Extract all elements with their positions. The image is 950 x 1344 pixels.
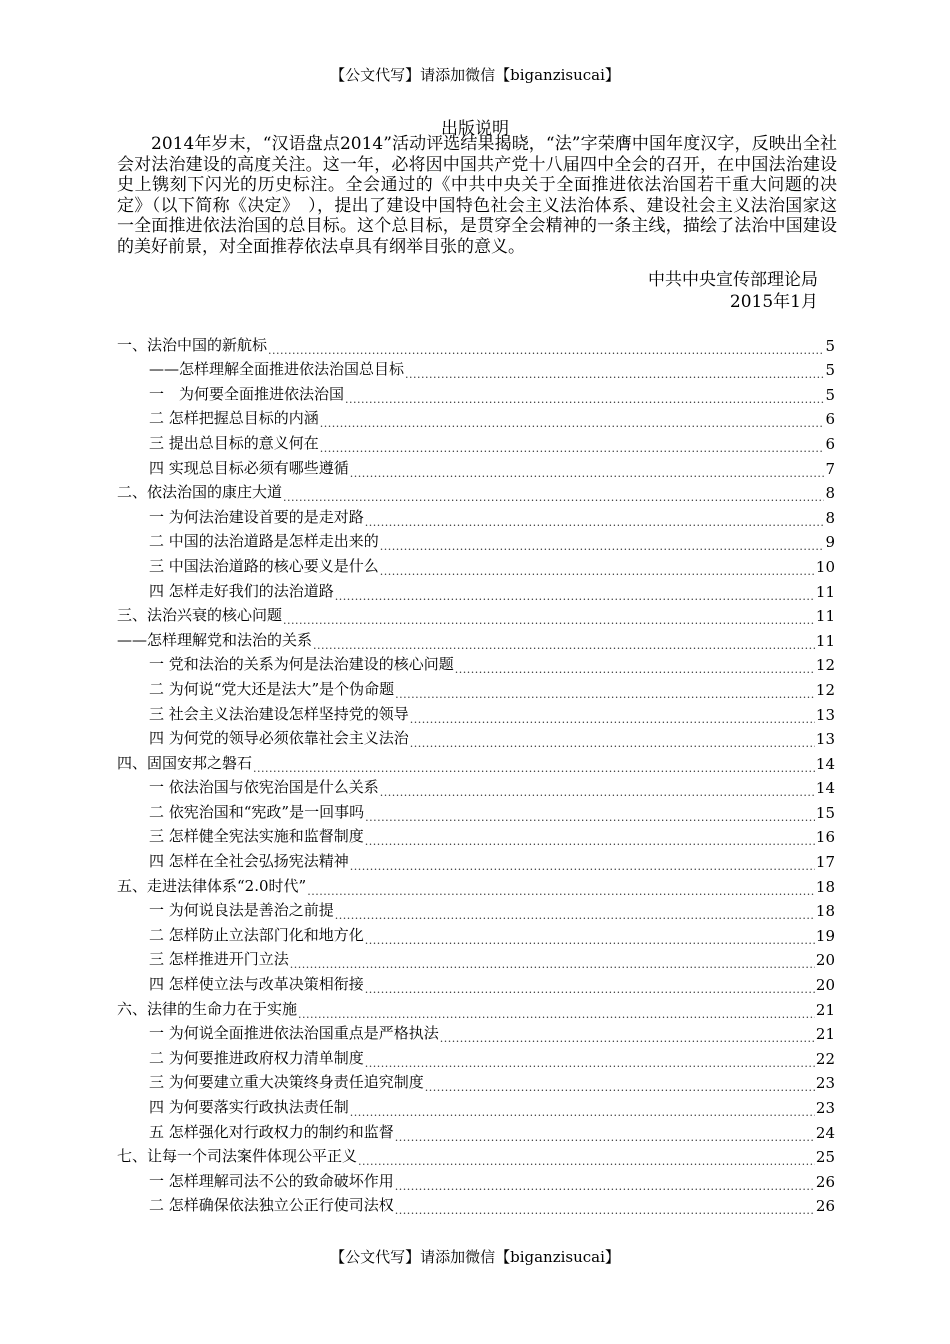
toc-entry-title: 三 为何要建立重大决策终身责任追究制度 <box>149 1073 424 1092</box>
toc-leader-dots <box>335 586 815 601</box>
toc-entry-page: 26 <box>815 1197 835 1216</box>
toc-leader-dots <box>268 340 824 355</box>
toc-leader-dots <box>395 1200 815 1215</box>
toc-entry[interactable] <box>117 453 835 478</box>
toc-entry-page: 9 <box>825 533 835 552</box>
toc-leader-dots <box>365 831 815 846</box>
toc-entry-title: 二 怎样确保依法独立公正行使司法权 <box>149 1196 394 1215</box>
toc-entry-page: 6 <box>825 410 835 429</box>
toc-entry[interactable] <box>117 1166 835 1191</box>
toc-leader-dots <box>440 1028 815 1043</box>
toc-entry-page: 7 <box>825 459 835 478</box>
page-header: 【公文代写】请添加微信【biganzisucai】 <box>330 66 620 84</box>
toc-entry[interactable] <box>117 625 835 650</box>
toc-entry-title: 五 怎样强化对行政权力的制约和监督 <box>149 1122 394 1141</box>
toc-entry-title: 一 为何说良法是善治之前提 <box>149 901 334 920</box>
toc-entry[interactable] <box>117 871 835 896</box>
toc-leader-dots <box>395 1176 815 1191</box>
toc-entry-title: 三 怎样推进开门立法 <box>149 950 289 969</box>
toc-leader-dots <box>405 364 824 379</box>
toc-leader-dots <box>365 1053 815 1068</box>
toc-entry-title: 二 依宪治国和“宪政”是一回事吗 <box>149 802 365 821</box>
toc-leader-dots <box>365 930 815 945</box>
toc-leader-dots <box>425 1077 815 1092</box>
toc-entry-page: 14 <box>815 754 835 773</box>
toc-leader-dots <box>395 684 815 699</box>
toc-entry-page: 13 <box>815 730 835 749</box>
toc-entry-title: ——怎样理解全面推进依法治国总目标 <box>149 360 405 379</box>
toc-leader-dots <box>410 709 815 724</box>
toc-leader-dots <box>350 1102 815 1117</box>
toc-entry-title: 二 为何要推进政府权力清单制度 <box>149 1048 364 1067</box>
toc-entry-page: 23 <box>815 1099 835 1117</box>
toc-entry[interactable] <box>117 822 835 847</box>
toc-leader-dots <box>395 1127 815 1142</box>
toc-entry[interactable] <box>117 576 835 601</box>
document-title: 出版说明 <box>441 119 509 139</box>
toc-entry[interactable] <box>117 527 835 552</box>
toc-entry-page: 13 <box>815 705 835 724</box>
toc-entry-page: 6 <box>825 434 835 453</box>
toc-entry-page: 23 <box>815 1074 835 1093</box>
toc-entry-title: 一 怎样理解司法不公的致命破坏作用 <box>149 1171 394 1190</box>
signature-org: 中共中央宣传部理论局 <box>648 270 818 290</box>
toc-entry-page: 14 <box>815 779 835 798</box>
toc-entry-title: 一 为何要全面推进依法治国 <box>149 384 345 403</box>
toc-leader-dots <box>358 1151 815 1166</box>
toc-entry-page: 20 <box>815 976 835 995</box>
toc-entry-title: ——怎样理解党和法治的关系 <box>117 630 313 649</box>
toc-leader-dots <box>380 561 815 576</box>
toc-leader-dots <box>350 856 815 871</box>
toc-entry-page: 11 <box>815 582 835 601</box>
toc-entry-title: 一、法治中国的新航标 <box>117 335 268 354</box>
toc-entry-title: 六、法律的生命力在于实施 <box>117 999 298 1018</box>
toc-entry-page: 25 <box>815 1148 835 1167</box>
toc-entry-title: 一 为何法治建设首要的是走对路 <box>149 507 364 526</box>
toc-leader-dots <box>298 1004 815 1019</box>
toc-leader-dots <box>380 536 825 551</box>
toc-leader-dots <box>253 758 815 773</box>
toc-entry-title: 二、依法治国的康庄大道 <box>117 483 283 502</box>
toc-entry-title: 七、让每一个司法案件体现公平正义 <box>117 1147 358 1166</box>
toc-entry[interactable] <box>117 551 835 576</box>
toc-entry[interactable] <box>117 920 835 945</box>
toc-entry-page: 5 <box>825 336 835 355</box>
toc-entry-title: 三 中国法治道路的核心要义是什么 <box>149 556 379 575</box>
toc-entry[interactable] <box>117 428 835 453</box>
toc-entry-title: 四 怎样在全社会弘扬宪法精神 <box>149 852 349 871</box>
toc-entry[interactable] <box>117 601 835 626</box>
toc-entry-page: 17 <box>815 853 835 872</box>
toc-entry-title: 三 提出总目标的意义何在 <box>149 433 319 452</box>
toc-entry-page: 21 <box>815 1000 835 1019</box>
toc-leader-dots <box>313 635 815 650</box>
toc-entry[interactable] <box>117 1092 835 1117</box>
toc-leader-dots <box>410 733 815 748</box>
toc-entry[interactable] <box>117 773 835 798</box>
toc-leader-dots <box>345 389 824 404</box>
toc-entry[interactable] <box>117 1191 835 1216</box>
toc-entry[interactable] <box>117 650 835 675</box>
toc-entry-page: 15 <box>815 803 835 822</box>
toc-entry-title: 四 为何要落实行政执法责任制 <box>149 1098 349 1116</box>
toc-entry[interactable] <box>117 748 835 773</box>
toc-entry-page: 5 <box>825 385 835 404</box>
toc-entry-title: 一 依法治国与依宪治国是什么关系 <box>149 778 379 797</box>
toc-entry[interactable] <box>117 846 835 871</box>
toc-entry-title: 四、固国安邦之磐石 <box>117 753 253 772</box>
toc-entry[interactable] <box>117 674 835 699</box>
toc-entry[interactable] <box>117 1068 835 1093</box>
toc-leader-dots <box>335 905 815 920</box>
toc-entry-page: 12 <box>815 680 835 699</box>
toc-entry-title: 二 为何说“党大还是法大”是个伪命题 <box>149 679 395 698</box>
toc-entry-page: 16 <box>815 828 835 847</box>
toc-entry[interactable] <box>117 502 835 527</box>
toc-entry-title: 一 为何说全面推进依法治国重点是严格执法 <box>149 1024 439 1043</box>
toc-entry-title: 三 社会主义法治建设怎样坚持党的领导 <box>149 704 409 723</box>
toc-leader-dots <box>283 610 815 625</box>
toc-entry-title: 一 党和法治的关系为何是法治建设的核心问题 <box>149 655 454 674</box>
toc-entry[interactable] <box>117 724 835 749</box>
toc-entry[interactable] <box>117 945 835 970</box>
toc-entry-title: 四 怎样使立法与改革决策相衔接 <box>149 975 364 994</box>
toc-leader-dots <box>307 881 815 896</box>
signature-date: 2015年1月 <box>729 292 818 312</box>
toc-entry-page: 19 <box>815 926 835 945</box>
toc-entry[interactable] <box>117 896 835 921</box>
toc-entry-title: 四 怎样走好我们的法治道路 <box>149 581 334 600</box>
toc-entry-title: 四 为何党的领导必须依靠社会主义法治 <box>149 729 409 748</box>
toc-entry[interactable] <box>117 404 835 429</box>
toc-entry[interactable] <box>117 478 835 503</box>
toc-entry-title: 三 怎样健全宪法实施和监督制度 <box>149 827 364 846</box>
toc-leader-dots <box>365 807 815 822</box>
toc-entry-page: 18 <box>815 902 835 921</box>
toc-leader-dots <box>365 512 825 527</box>
toc-entry[interactable] <box>117 1142 835 1167</box>
toc-entry-title: 五、走进法律体系“2.0时代” <box>117 876 307 895</box>
toc-entry-page: 11 <box>815 607 835 626</box>
toc-leader-dots <box>320 438 825 453</box>
toc-leader-dots <box>380 782 815 797</box>
toc-entry[interactable] <box>117 355 835 380</box>
toc-entry-page: 11 <box>815 631 835 650</box>
toc-entry[interactable] <box>117 797 835 822</box>
toc-entry[interactable] <box>117 994 835 1019</box>
toc-leader-dots <box>283 487 824 502</box>
toc-entry-page: 26 <box>815 1172 835 1191</box>
toc-entry-page: 20 <box>815 951 835 970</box>
toc-leader-dots <box>455 659 815 674</box>
toc-entry-page: 22 <box>815 1049 835 1068</box>
toc-leader-dots <box>365 979 815 994</box>
toc-entry-page: 8 <box>825 484 835 503</box>
toc-entry-page: 12 <box>815 656 835 675</box>
toc-entry-page: 10 <box>815 557 835 576</box>
toc-leader-dots <box>290 954 815 969</box>
toc-entry-page: 24 <box>815 1123 835 1142</box>
toc-entry-title: 二 怎样防止立法部门化和地方化 <box>149 925 364 944</box>
toc-entry-page: 21 <box>815 1025 835 1044</box>
toc-entry-title: 二 中国的法治道路是怎样走出来的 <box>149 532 379 551</box>
toc-entry[interactable] <box>117 1117 835 1142</box>
toc-entry-title: 四 实现总目标必须有哪些遵循 <box>149 458 349 477</box>
toc-leader-dots <box>350 463 825 478</box>
table-of-contents <box>117 330 835 1215</box>
toc-entry[interactable] <box>117 1043 835 1068</box>
toc-entry[interactable] <box>117 969 835 994</box>
toc-entry[interactable] <box>117 1019 835 1044</box>
toc-entry-title: 三、法治兴衰的核心问题 <box>117 606 283 625</box>
toc-entry-title: 二 怎样把握总目标的内涵 <box>149 409 319 428</box>
toc-entry[interactable] <box>117 379 835 404</box>
toc-entry[interactable] <box>117 330 835 355</box>
toc-entry-page: 18 <box>815 877 835 896</box>
toc-leader-dots <box>320 413 825 428</box>
toc-entry-page: 8 <box>825 508 835 527</box>
page-footer: 【公文代写】请添加微信【biganzisucai】 <box>330 1248 620 1266</box>
intro-paragraph: 2014年岁末，“汉语盘点2014”活动评选结果揭晓，“法”字荣膺中国年度汉字，反映出全社会对法治建设的高度关注。这一年，必将因中国共产党十八届四中全会的召开，在中国法治建设史上镌刻下闪光的历史标注。全会通过的《中共中央关于全面推进依法治国若干重大问题的决定》（以下简称《决定》 ），提出了建设中国特色社会主义法治体系、建设社会主义法治国家这一全面推进依法治国的总目标。这个总目标，是贯穿全会精神的一条主线，描绘了法治中国建设的美好前景，对全面推荐依法卓具有纲举目张的意义。 <box>117 134 837 257</box>
toc-entry-page: 5 <box>825 361 835 380</box>
toc-entry[interactable] <box>117 699 835 724</box>
